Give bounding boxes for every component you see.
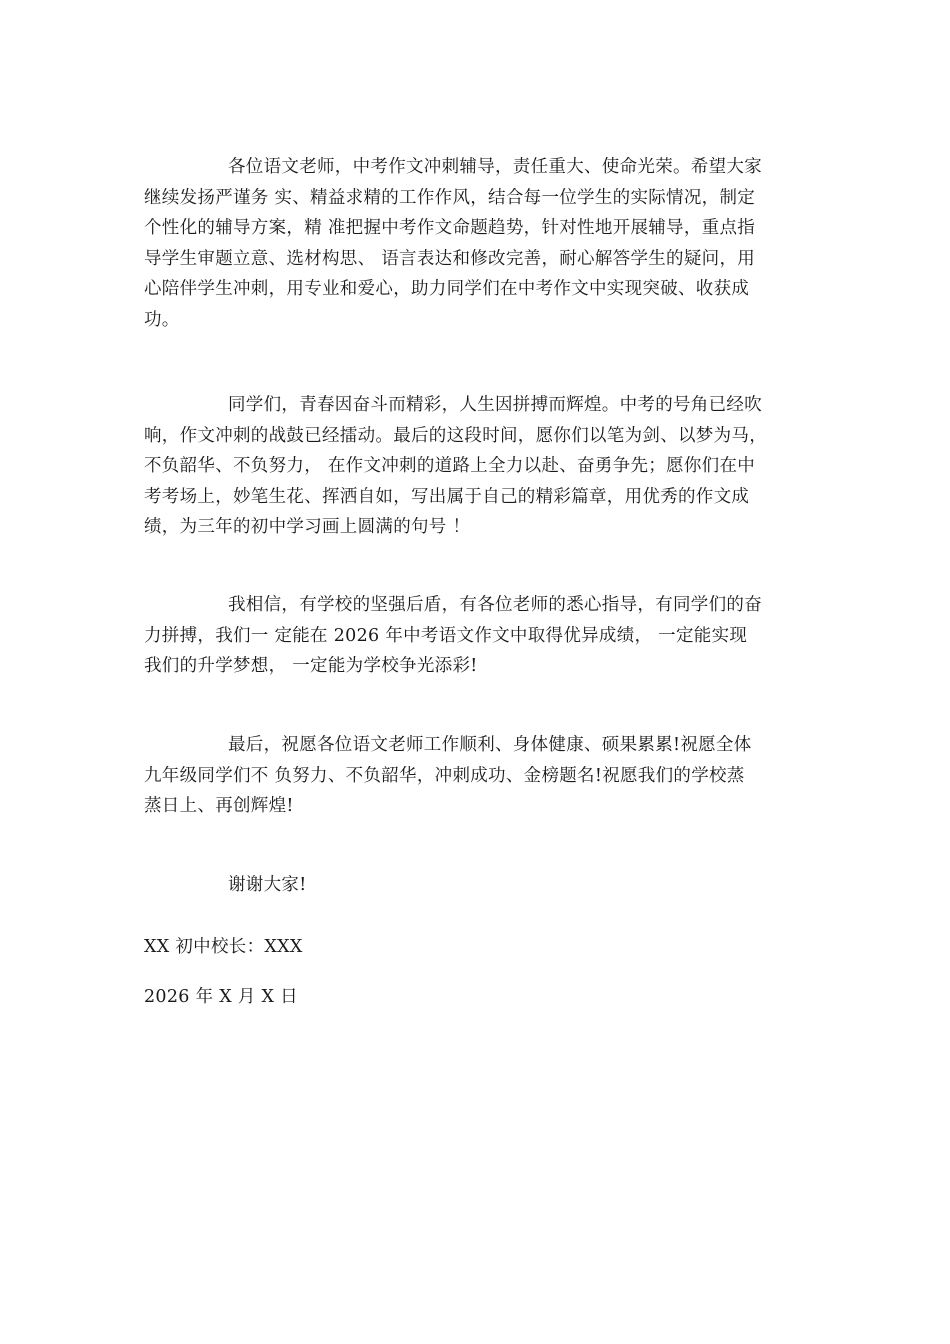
paragraph-confidence bbox=[144, 590, 824, 682]
date-line bbox=[144, 982, 824, 1013]
paragraph-line: 继续发扬严谨务 实、精益求精的工作作风，结合每一位学生的实际情况，制定 bbox=[144, 187, 756, 208]
paragraph-line: 力拼搏，我们一 定能在 2026 年中考语文作文中取得优异成绩， 一定能实现 bbox=[144, 625, 748, 646]
paragraph-line: 我相信，有学校的坚强后盾，有各位老师的悉心指导，有同学们的奋 bbox=[228, 595, 762, 615]
paragraph-line: 考考场上，妙笔生花、挥洒自如，写出属于自己的精彩篇章，用优秀的作文成 bbox=[144, 486, 750, 507]
paragraph-line: 谢谢大家! bbox=[228, 875, 307, 895]
paragraph-line: 心陪伴学生冲刺，用专业和爱心，助力同学们在中考作文中实现突破、收获成 bbox=[144, 279, 750, 299]
signature-line bbox=[144, 932, 824, 963]
paragraph-line: 蒸日上、再创辉煌! bbox=[144, 796, 294, 816]
paragraph-line: 导学生审题立意、选材构思、 语言表达和修改完善，耐心解答学生的疑问，用 bbox=[144, 248, 756, 269]
paragraph-line: 不负韶华、不负努力， 在作文冲刺的道路上全力以赴、奋勇争先；愿你们在中 bbox=[144, 456, 756, 476]
paragraph-thanks bbox=[144, 870, 824, 901]
paragraph-line: 我们的升学梦想， 一定能为学校争光添彩! bbox=[144, 656, 478, 676]
paragraph-line: 九年级同学们不 负努力、不负韶华，冲刺成功、金榜题名!祝愿我们的学校蒸 bbox=[144, 765, 745, 786]
paragraph-line: 各位语文老师，中考作文冲刺辅导，责任重大、使命光荣。希望大家 bbox=[228, 157, 762, 177]
paragraph-line: 功。 bbox=[144, 309, 180, 330]
paragraph-line: 响，作文冲刺的战鼓已经擂动。最后的这段时间，愿你们以笔为剑、以梦为马， bbox=[144, 425, 767, 446]
paragraph-line: 最后，祝愿各位语文老师工作顺利、身体健康、硕果累累!祝愿全体 bbox=[228, 735, 752, 755]
paragraph-line: 个性化的辅导方案，精 准把握中考作文命题趋势，针对性地开展辅导，重点指 bbox=[144, 218, 756, 238]
signature-text: XX 初中校长：XXX bbox=[144, 937, 303, 957]
paragraph-students-message bbox=[144, 390, 824, 543]
paragraph-wishes bbox=[144, 730, 824, 822]
paragraph-line: 同学们，青春因奋斗而精彩，人生因拼搏而辉煌。中考的号角已经吹 bbox=[228, 395, 762, 415]
paragraph-line: 绩，为三年的初中学习画上圆满的句号 ！ bbox=[144, 517, 471, 537]
paragraph-teachers-message bbox=[144, 152, 824, 335]
date-text: 2026 年 X 月 X 日 bbox=[144, 987, 298, 1007]
